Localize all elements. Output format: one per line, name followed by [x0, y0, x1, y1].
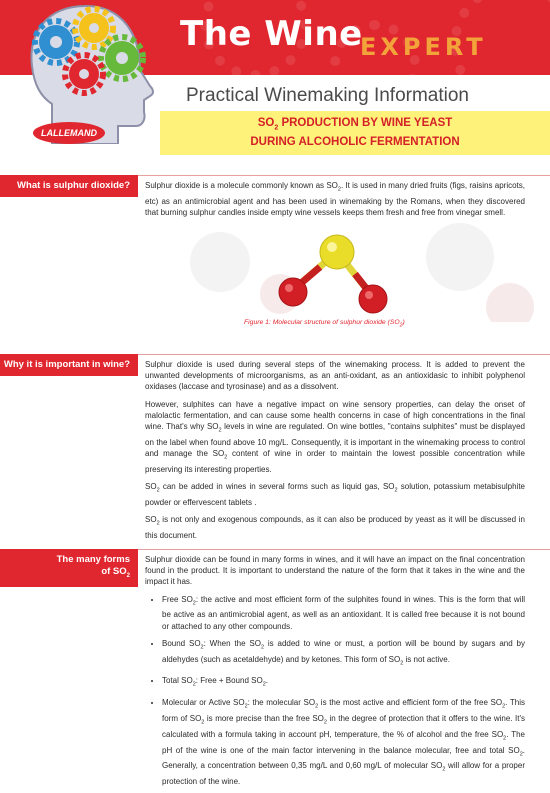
list-item: • Bound $SO_2$: When the $SO_2$ is added to wine or must, a portion will be bound by sugars and by aldehydes (such as acetaldehyde) and by ketones. This form of $SO_2$ is not active. [162, 638, 525, 670]
list-item: • Free $SO_2$: the active and most efficient form of the sulphites found in wines. This is the form that will be active as an antimicrobial agent, as well as an antioxidant. It is called free because it is not bound or attached to any other compounds. [162, 594, 525, 632]
list-item: • Total $SO_2$: Free + Bound $SO_2$. [162, 675, 525, 691]
section-label: What is sulphur dioxide? [0, 175, 138, 197]
forms-list [145, 594, 525, 788]
section-label: Why it is important in wine? [0, 354, 138, 376]
figure-caption: Figure 1: Molecular structure of sulphur dioxide $(SO_2)$ [244, 319, 405, 329]
list-item: • Molecular or Active $SO_2$: the molecular $SO_2$ is the most active and efficient form of the free $SO_2$. This form of $SO_2$ is more precise than the free $SO_2$ in the degree of protection that it offers to the wine. It's calculated with a formula taking in account pH, temperature, the % of alcohol and the free $SO_2$. The pH of the wine is one of the main factor intervening in the balance molecular, free and total $SO_2$. Generally, a concentration between 0,35 mg/L and 0,60 mg/L of molecular $SO_2$ will allow for a proper protection of the wine. [162, 697, 525, 787]
header-title-accent: EXPERT [360, 33, 487, 61]
sulphur-dioxide-molecule-icon [160, 222, 550, 322]
section-body: Sulphur dioxide is used during several steps of the winemaking process. It is added to prevent the unwanted developments of microorganisms, as an anti-oxidant, as an antioxidasic to inhibit polyphenol oxidases (laccase and tyrosinase) and as a dissolvent. However, sulphites can have a negative impact on wine sensory properties, can delay the onset of malolactic fermentation, and can cause some health concerns in case of high concentrations in the final wine. That's why $SO_2$ levels in wine are regulated. On wine bottles, "contains sulphites" must be displayed on the label when found above 10 mg/L. Consequently, it is important in the winemaking process to control and manage the $SO_2$ content of wine in order to maintain the lowest possible concentration while preserving its interesting properties. $SO_2$ can be added in wines in several forms such as liquid gas, $SO_2$ solution, potassium metabisulphite powder or effervescent tablets . $SO_2$ is not only and exogenous compounds, as it can also be produced by yeast as it will be discussed in this document. [145, 360, 526, 540]
section-label: The many forms of $SO_2$ [0, 549, 138, 587]
section-body: Sulphur dioxide is a molecule commonly known as $SO_2$. It is used in many dried fruits (figs, raisins apricots, etc) as an antimicrobial agent and has been used in winemaking by the Romans, when they discovered that burning sulphur candles inside empty wine vessels keeps them fresh and free from vinegar smell. [145, 181, 525, 217]
header-subtitle: Practical Winemaking Information [186, 85, 469, 106]
section-body: Sulphur dioxide can be found in many forms in wines, and it will have an impact on the final concentration found in the product. It is important to understand the nature of the form that it takes in the wine and the impact it has. • Free $SO_2$: the active and most efficient form of the sulphites found in wines. This is the form that will be active as an antimicrobial agent, as well as an antioxidant. It is called free because it is not bound or attached to any other compounds. • Bound $SO_2$: When the $SO_2$ is added to wine or must, a portion will be bound by sugars and by aldehydes (such as acetaldehyde) and by ketones. This form of $SO_2$ is not active. • Total $SO_2$: Free + Bound $SO_2$. • Molecular or Active $SO_2$: the molecular $SO_2$ is the most active and efficient form of the free $SO_2$. This form of $SO_2$ is more precise than the free $SO_2$ in the degree of protection that it offers to the wine. It's calculated with a formula taking in account pH, temperature, the % of alcohol and the free $SO_2$. The pH of the wine is one of the main factor intervening in the balance molecular, free and total $SO_2$. Generally, a concentration between 0,35 mg/L and 0,60 mg/L of molecular $SO_2$ will allow for a proper protection of the wine. [145, 554, 525, 793]
document-title: $SO_2$ PRODUCTION BY WINE YEAST DURING ALCOHOLIC FERMENTATION [250, 117, 460, 149]
lallemand-logo: LALLEMAND [33, 122, 105, 144]
header-title: The Wine [180, 14, 363, 54]
